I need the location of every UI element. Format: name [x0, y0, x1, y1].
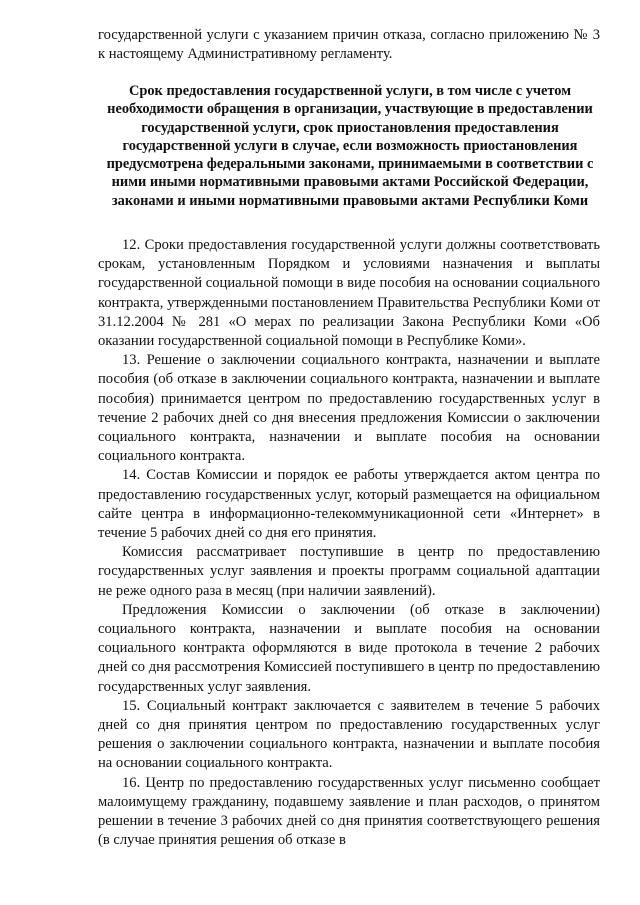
paragraph-commission-review: Комиссия рассматривает поступившие в центр по предоставлению государственных услуг заявления и проекты программ социальной адаптации не реже одного раза в месяц (при наличии заявлений).: [98, 544, 600, 599]
intro-text: государственной услуги с указанием причин отказа, согласно приложению № 3 к настоящему Административному регламенту.: [98, 27, 600, 63]
paragraph-14: 14. Состав Комиссии и порядок ее работы утверждается актом центра по предоставлению государственных услуг, который размещается на официальном сайте центра в информационно-телекоммуникационной сети «Интернет» в течение 5 рабочих дней со дня его принятия.: [98, 467, 600, 542]
paragraph-13: 13. Решение о заключении социального контракта, назначении и выплате пособия (об отказе в заключении социального контракта, назначении и выплате пособия) принимается центром по предоставлению государственных услуг в течение 2 рабочих дней со дня внесения предложения Комиссии о заключении социального контракта, назначении и выплате пособия на основании социального контракта.: [98, 352, 600, 465]
paragraph-15: 15. Социальный контракт заключается с заявителем в течение 5 рабочих дней со дня принятия центром по предоставлению государственных услуг решения о заключении социального контракта, назначении и выплате пособия на основании социального контракта.: [98, 697, 600, 772]
paragraph-16: 16. Центр по предоставлению государственных услуг письменно сообщает малоимущему гражданину, подавшему заявление и план расходов, о принятом решении в течение 3 рабочих дней со дня принятия соответствующего решения (в случае принятия решения об отказе в: [98, 774, 600, 849]
paragraph-commission-proposals: Предложения Комиссии о заключении (об отказе в заключении) социального контракта, назначении и выплате пособия на основании социального контракта оформляются в виде протокола в течение 2 рабочих дней со дня рассмотрения Комиссией поступившего в центр по предоставлению государственных услуг заявления.: [98, 601, 600, 695]
body-paragraphs: [98, 236, 600, 851]
section-heading: Срок предоставления государственной услуги, в том числе с учетом необходимости обращения в организации, участвующие в предоставлении государственной услуги, срок приостановления предоставления государственной услуги в случае, если возможность приостановления предусмотрена федеральными законами, принимаемыми в соответствии с ними иными нормативными правовыми актами Российской Федерации, законами и иными нормативными правовыми актами Республики Коми: [106, 83, 594, 209]
paragraph-12: 12. Сроки предоставления государственной услуги должны соответствовать срокам, установленным Порядком и условиями назначения и выплаты государственной социальной помощи в виде пособия на основании социального контракта, утвержденными постановлением Правительства Республики Коми от 31.12.2004 № 281 «О мерах по реализации Закона Республики Коми «Об оказании государственной социальной помощи в Республике Коми».: [98, 237, 600, 350]
